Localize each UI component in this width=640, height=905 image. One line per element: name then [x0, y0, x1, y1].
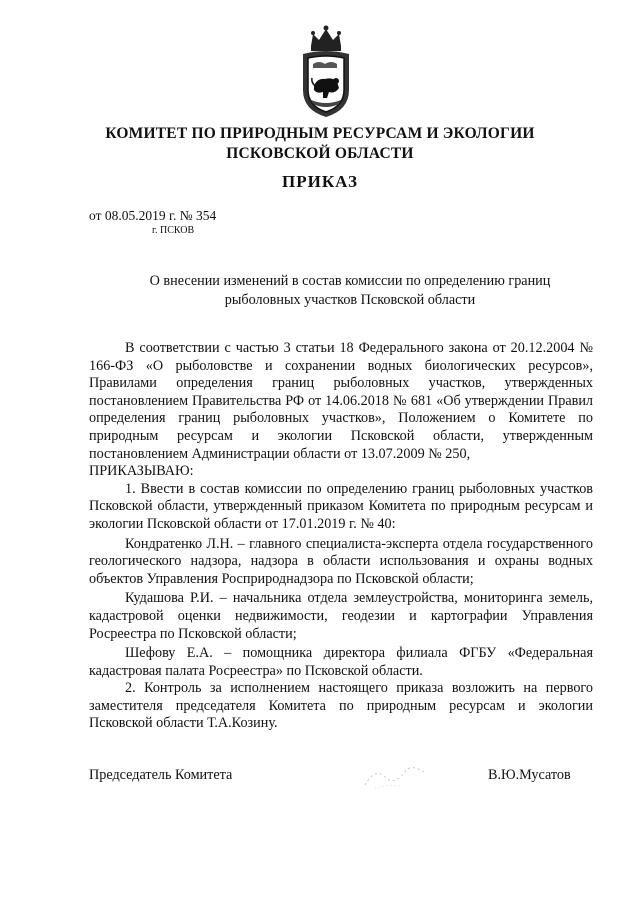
signatory-name: В.Ю.Мусатов	[488, 767, 571, 783]
organization-name-line2: ПСКОВСКОЙ ОБЛАСТИ	[226, 145, 414, 162]
member-1-paragraph: Кондратенко Л.Н. – главного специалиста-эксперта отдела государственного геологического надзора, надзора в области использования и охраны водных объектов Управления Росприроднадзора по Псковской области;	[89, 535, 593, 587]
order-word: ПРИКАЗЫВАЮ:	[89, 463, 194, 480]
item-1-paragraph: 1. Ввести в состав комиссии по определению границ рыболовных участков Псковской области, утвержденный приказом Комитета по природным ресурсам и экологии Псковской области от 17.01.2019 г. № 40:	[89, 480, 593, 532]
item-2-paragraph: 2. Контроль за исполнением настоящего приказа возложить на первого заместителя председателя Комитета по природным ресурсам и экологии Псковской области Т.А.Козину.	[89, 680, 593, 732]
preamble-paragraph: В соответствии с частью 3 статьи 18 Федерального закона от 20.12.2004 № 166-ФЗ «О рыболовстве и сохранении водных биологических ресурсов», Правилами определения границ рыболовных участков, утвержденных постановлением Правительства РФ от 14.06.2018 № 681 «Об утверждении Правил определения границ рыболовных участков», Положением о Комитете по природным ресурсам и экологии Псковской области, утвержденным постановлением Администрации области от 13.07.2009 № 250,	[89, 340, 593, 462]
member-3-paragraph: Шефову Е.А. – помощника директора филиала ФГБУ «Федеральная кадастровая палата Росреестра» по Псковской области.	[89, 645, 593, 679]
order-body	[89, 340, 593, 733]
handwritten-signature	[355, 755, 435, 795]
document-type: ПРИКАЗ	[282, 172, 358, 191]
order-subject	[60, 272, 640, 310]
organization-name	[0, 124, 640, 164]
organization-name-line1: КОМИТЕТ ПО ПРИРОДНЫМ РЕСУРСАМ И ЭКОЛОГИИ	[105, 125, 535, 142]
pskov-coat-of-arms-icon	[297, 24, 355, 120]
order-city: г. ПСКОВ	[152, 225, 195, 236]
order-subject-line1: О внесении изменений в состав комиссии по определению границ	[149, 273, 551, 289]
order-date-number: от 08.05.2019 г. № 354	[89, 208, 217, 223]
order-subject-line2: рыболовных участков Псковской области	[224, 292, 476, 308]
member-2-paragraph: Кудашова Р.И. – начальника отдела землеустройства, мониторинга земель, кадастровой оценки недвижимости, геодезии и картографии Управления Росреестра по Псковской области;	[89, 590, 593, 642]
signatory-position: Председатель Комитета	[89, 767, 233, 783]
